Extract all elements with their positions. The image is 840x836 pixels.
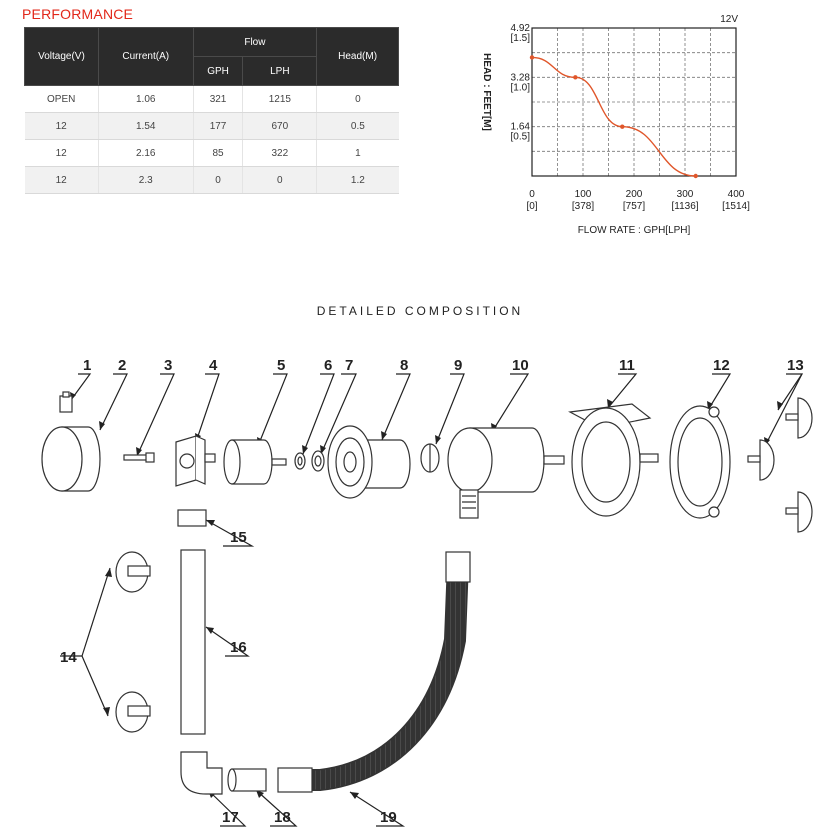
performance-chart-svg — [470, 8, 770, 243]
y-tick-sublabel: [0.5] — [510, 131, 530, 143]
x-axis-title: FLOW RATE : GPH[LPH] — [577, 225, 691, 236]
header-current: Current(A) — [98, 28, 193, 86]
data-point — [694, 174, 698, 178]
part-terminal — [60, 392, 72, 412]
data-point — [573, 75, 577, 79]
performance-chart — [470, 8, 770, 243]
part-impeller-housing — [328, 426, 410, 498]
label-3: 3 — [164, 357, 173, 374]
cell-current: 1.06 — [98, 86, 193, 113]
cell-lph: 1215 — [243, 86, 317, 113]
header-gph: GPH — [193, 57, 243, 86]
x-tick-label: 200 — [625, 189, 643, 200]
part-mounting-plate — [670, 406, 730, 518]
part-tube — [181, 550, 205, 734]
table-row — [25, 167, 399, 194]
cell-current: 1.54 — [98, 113, 193, 140]
performance-title: PERFORMANCE — [22, 6, 134, 22]
table-row — [25, 140, 399, 167]
cell-gph: 321 — [193, 86, 243, 113]
label-2: 2 — [118, 357, 127, 374]
cell-lph: 322 — [243, 140, 317, 167]
table-row — [25, 86, 399, 113]
label-17: 17 — [222, 809, 239, 826]
cell-voltage: 12 — [25, 167, 99, 194]
cell-lph: 0 — [243, 167, 317, 194]
part-impeller — [421, 444, 439, 472]
cell-voltage: 12 — [25, 140, 99, 167]
label-4: 4 — [209, 357, 218, 374]
header-voltage: Voltage(V) — [25, 28, 99, 86]
part-housing-cover — [570, 404, 658, 516]
performance-curve — [532, 57, 696, 176]
label-1: 1 — [83, 357, 92, 374]
x-tick-sublabel: [0] — [526, 201, 538, 212]
performance-table — [24, 27, 399, 194]
x-tick-sublabel: [757] — [622, 201, 646, 212]
label-16: 16 — [230, 639, 247, 656]
y-axis-title: HEAD : FEET[M] — [481, 53, 492, 131]
label-13: 13 — [787, 357, 804, 374]
y-tick-label: 1.64 — [510, 121, 530, 133]
label-5: 5 — [277, 357, 286, 374]
label-6: 6 — [324, 357, 333, 374]
x-tick-label: 100 — [574, 189, 592, 200]
data-point — [530, 55, 534, 59]
x-tick-label: 400 — [727, 189, 745, 200]
label-7: 7 — [345, 357, 354, 374]
label-9: 9 — [454, 357, 463, 374]
cell-gph: 0 — [193, 167, 243, 194]
part-hose — [278, 552, 470, 792]
y-tick-sublabel: [1.5] — [510, 33, 530, 44]
x-tick-sublabel: [1514] — [722, 201, 750, 212]
header-flow: Flow — [193, 28, 317, 57]
exploded-parts-diagram — [0, 340, 840, 836]
header-head: Head(M) — [317, 28, 399, 86]
part-screw — [124, 453, 154, 462]
part-fittings — [116, 552, 150, 732]
part-elbow — [181, 752, 222, 794]
y-tick-label: 3.28 — [510, 72, 530, 84]
part-washer — [295, 453, 305, 469]
cell-current: 2.16 — [98, 140, 193, 167]
cell-head: 1 — [317, 140, 399, 167]
composition-title: DETAILED COMPOSITION — [316, 304, 524, 318]
x-tick-label: 0 — [529, 189, 535, 200]
voltage-label: 12V — [720, 14, 738, 25]
label-12: 12 — [713, 357, 730, 374]
label-15: 15 — [230, 529, 247, 546]
label-8: 8 — [400, 357, 409, 374]
part-coupler — [178, 510, 206, 526]
cell-lph: 670 — [243, 113, 317, 140]
data-point — [620, 124, 624, 128]
table-row — [25, 113, 399, 140]
cell-voltage: OPEN — [25, 86, 99, 113]
label-10: 10 — [512, 357, 529, 374]
cell-head: 0.5 — [317, 113, 399, 140]
part-bracket — [176, 436, 215, 486]
label-18: 18 — [274, 809, 291, 826]
label-11: 11 — [619, 357, 635, 374]
x-tick-label: 300 — [676, 189, 694, 200]
cell-gph: 85 — [193, 140, 243, 167]
cell-voltage: 12 — [25, 113, 99, 140]
y-tick-label: 4.92 — [510, 23, 530, 34]
x-tick-sublabel: [1136] — [671, 201, 699, 212]
cell-head: 1.2 — [317, 167, 399, 194]
label-19: 19 — [380, 809, 397, 826]
x-tick-sublabel: [378] — [571, 201, 595, 212]
cell-current: 2.3 — [98, 167, 193, 194]
header-lph: LPH — [243, 57, 317, 86]
part-magnet — [312, 451, 324, 471]
part-end-cap — [42, 427, 100, 491]
cell-head: 0 — [317, 86, 399, 113]
part-connector — [228, 769, 266, 791]
cell-gph: 177 — [193, 113, 243, 140]
y-tick-sublabel: [1.0] — [510, 82, 530, 94]
part-motor — [224, 440, 286, 484]
label-14: 14 — [60, 649, 77, 666]
part-pump-body — [448, 428, 564, 518]
